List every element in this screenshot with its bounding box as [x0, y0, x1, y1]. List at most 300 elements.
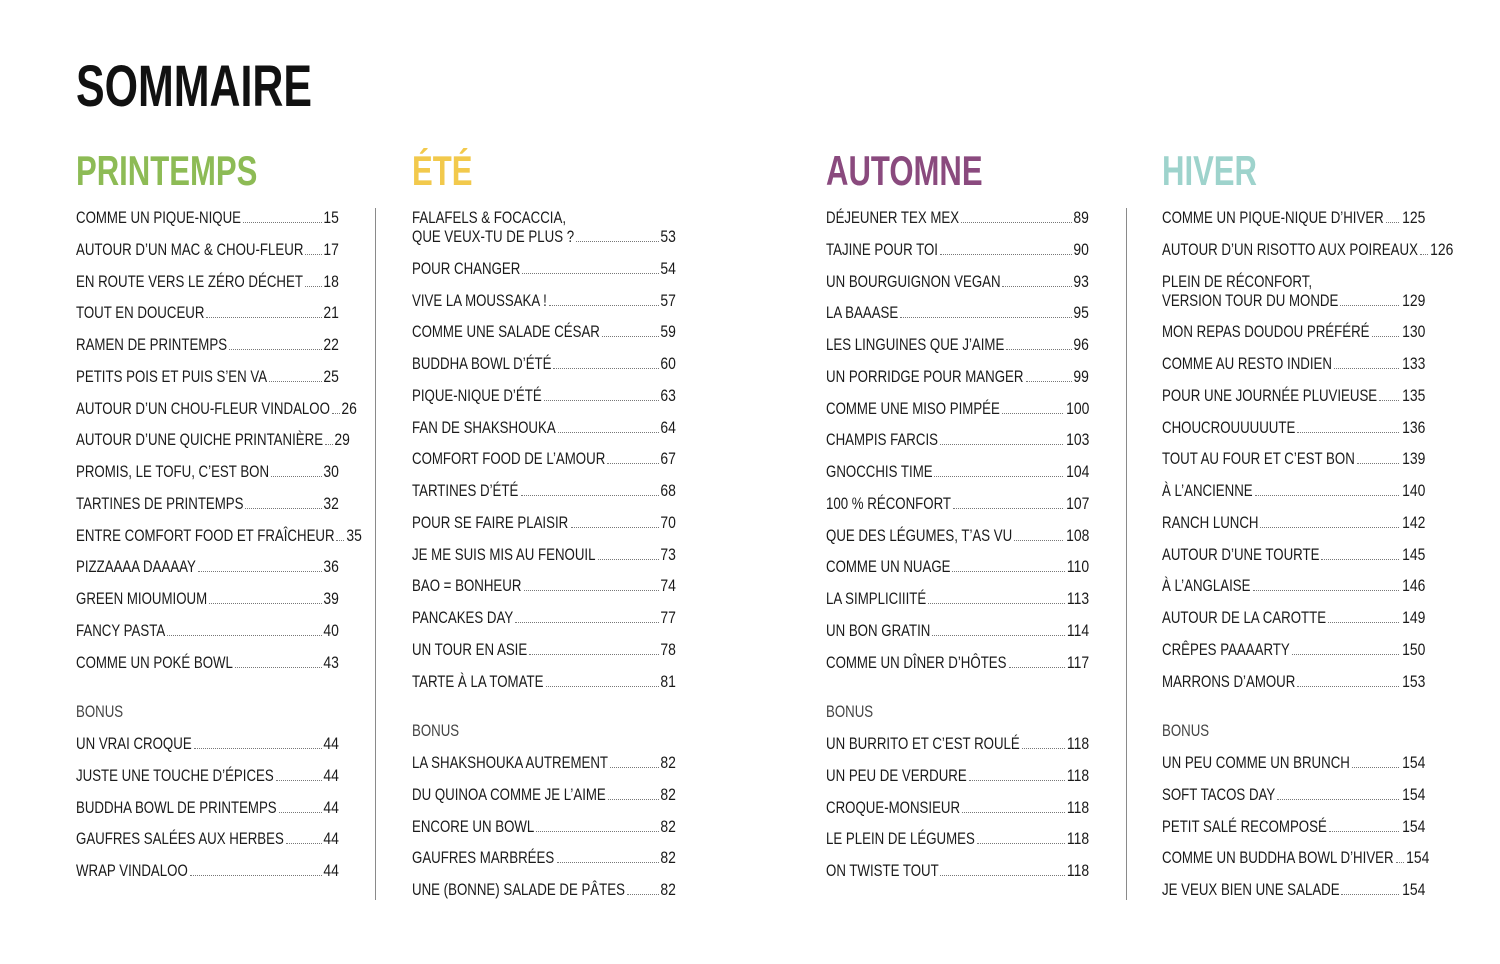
bonus-entry: [1162, 880, 1425, 899]
page-number: 78: [660, 639, 676, 659]
dot-leader: [1002, 286, 1071, 287]
page-number: 99: [1073, 366, 1089, 386]
page-number: 30: [323, 462, 339, 481]
page-number: 93: [1073, 271, 1089, 291]
page-number: 57: [660, 290, 676, 310]
page-number: 135: [1401, 385, 1425, 405]
entry-title: MON REPAS DOUDOU PRÉFÉRÉ: [1162, 322, 1370, 342]
page-number: 142: [1401, 512, 1425, 532]
toc-entry: [826, 621, 1089, 640]
entry-title: JE ME SUIS MIS AU FENOUIL: [412, 544, 596, 564]
entry-title: UN BURRITO ET C’EST ROULÉ: [826, 734, 1020, 753]
page-number: 67: [660, 449, 676, 469]
bonus-entry: [1162, 848, 1430, 868]
page-number: 22: [323, 335, 339, 354]
page-number: 44: [323, 829, 339, 849]
dot-leader: [571, 527, 659, 528]
bonus-entry: [76, 766, 339, 785]
toc-entry: [412, 481, 676, 500]
dot-leader: [1297, 432, 1399, 433]
column-divider: [1126, 208, 1127, 900]
dot-leader: [1379, 400, 1399, 401]
entry-title: PANCAKES DAY: [412, 608, 514, 627]
page-number: 36: [323, 557, 339, 577]
toc-entry: [826, 557, 1089, 576]
toc-entry: [412, 608, 676, 627]
toc-entry: [826, 462, 1089, 481]
dot-leader: [1341, 894, 1399, 895]
toc-entry: [826, 240, 1089, 259]
toc-entry: [412, 672, 676, 691]
dot-leader: [1329, 831, 1399, 832]
bonus-entry: [1162, 753, 1425, 772]
bonus-entry: [826, 861, 1089, 880]
dot-leader: [1334, 368, 1399, 369]
bonus-entry: [76, 829, 339, 848]
page-number: 125: [1401, 208, 1425, 227]
toc-entry: [412, 545, 676, 564]
entry-title: [1162, 272, 1338, 310]
dot-leader: [544, 400, 659, 401]
entry-title: TARTE À LA TOMATE: [412, 671, 544, 691]
dot-leader: [336, 540, 344, 541]
page-number: 44: [323, 861, 339, 880]
toc-entry: [826, 208, 1089, 227]
toc-entry: [1162, 449, 1425, 468]
toc-entry: [76, 335, 339, 354]
dot-leader: [549, 305, 659, 306]
toc-entry: [76, 272, 339, 291]
toc-entry: [412, 354, 676, 373]
page-number: 54: [660, 258, 676, 278]
dot-leader: [977, 843, 1065, 844]
page-number: 154: [1401, 784, 1425, 804]
bonus-entry: [412, 848, 676, 867]
dot-leader: [952, 571, 1065, 572]
entry-title: RANCH LUNCH: [1162, 512, 1259, 532]
entry-title: VIVE LA MOUSSAKA !: [412, 290, 547, 310]
entry-title: COMME UN BUDDHA BOWL D’HIVER: [1162, 848, 1394, 868]
page-number: 35: [346, 525, 362, 545]
bonus-entry: [412, 817, 676, 836]
page-number: 100: [1065, 398, 1089, 418]
toc-entry: [412, 322, 676, 341]
entry-title: GREEN MIOUMIOUM: [76, 589, 208, 608]
page-number: 70: [660, 512, 676, 532]
entry-title-line2: QUE VEUX-TU DE PLUS ?: [412, 227, 575, 246]
dot-leader: [1420, 254, 1428, 255]
page-number: 53: [660, 227, 676, 246]
page-number: 136: [1401, 417, 1425, 437]
page-number: 114: [1066, 620, 1089, 640]
toc-entry: [76, 303, 339, 322]
toc-entry: [412, 208, 676, 246]
entry-title: COMME UN PIQUE-NIQUE: [76, 208, 242, 227]
dot-leader: [198, 571, 322, 572]
toc-entry: [76, 208, 339, 227]
dot-leader: [940, 875, 1064, 876]
toc-entry: [826, 272, 1089, 291]
entry-title: CHOUCROUUUUUTE: [1162, 417, 1296, 437]
toc-entry: [1162, 272, 1425, 310]
toc-entry: [826, 653, 1089, 672]
section-automne: [826, 147, 1089, 880]
toc-entry: [412, 640, 676, 659]
entry-title: BAO = BONHEUR: [412, 576, 522, 596]
page-number: 39: [323, 589, 339, 608]
entry-title: PIZZAAAA DAAAAY: [76, 557, 196, 577]
dot-leader: [557, 862, 659, 863]
page-number: 44: [323, 734, 339, 753]
bonus-entry: [76, 734, 339, 753]
entry-title: PETIT SALÉ RECOMPOSÉ: [1162, 816, 1327, 836]
dot-leader: [608, 799, 658, 800]
entry-title: JE VEUX BIEN UNE SALADE: [1162, 880, 1340, 899]
entry-title: GNOCCHIS TIME: [826, 462, 933, 481]
bonus-entry: [412, 880, 676, 899]
dot-leader: [305, 254, 322, 255]
page-number: 118: [1066, 861, 1089, 880]
page-title: SOMMAIRE: [76, 54, 313, 119]
toc-entry: [412, 291, 676, 310]
entry-title: AUTOUR D’UN MAC & CHOU-FLEUR: [76, 239, 304, 259]
dot-leader: [190, 875, 322, 876]
toc-entry: [1162, 640, 1425, 659]
toc-entry: [826, 589, 1089, 608]
entry-title: QUE DES LÉGUMES, T’AS VU: [826, 525, 1013, 545]
bonus-entry: [76, 798, 339, 817]
page-number: 107: [1065, 493, 1089, 513]
dot-leader: [1297, 686, 1399, 687]
entry-title: ENTRE COMFORT FOOD ET FRAÎCHEUR: [76, 525, 335, 545]
page-number: 82: [660, 880, 676, 899]
dot-leader: [209, 603, 321, 604]
entry-title: BUDDHA BOWL DE PRINTEMPS: [76, 797, 277, 817]
bonus-entry: [412, 753, 676, 772]
toc-entry: [76, 653, 339, 672]
page-number: 118: [1066, 765, 1089, 785]
entry-title: COMME UN POKÉ BOWL: [76, 652, 233, 672]
entry-title: UN PEU DE VERDURE: [826, 765, 967, 785]
toc-entry: [1162, 239, 1454, 259]
page-number: 40: [323, 620, 339, 640]
entry-title: LES LINGUINES QUE J’AIME: [826, 335, 1005, 354]
entry-title: COMME AU RESTO INDIEN: [1162, 354, 1332, 373]
page-number: 95: [1073, 303, 1089, 323]
entry-title: COMME UNE SALADE CÉSAR: [412, 322, 600, 342]
entry-title: UN BOURGUIGNON VEGAN: [826, 271, 1001, 291]
page-number: 73: [660, 544, 676, 564]
dot-leader: [286, 843, 321, 844]
dot-leader: [245, 508, 321, 509]
entry-title: UN PEU COMME UN BRUNCH: [1162, 753, 1350, 772]
page-number: 63: [660, 385, 676, 405]
entry-title: TOUT AU FOUR ET C’EST BON: [1162, 449, 1355, 469]
dot-leader: [558, 432, 659, 433]
toc-entry: [826, 494, 1089, 513]
section-ete: [412, 147, 676, 899]
dot-leader: [1026, 381, 1072, 382]
toc-entry: [1162, 481, 1425, 500]
entry-title: LA SHAKSHOUKA AUTREMENT: [412, 753, 609, 772]
entry-title: [412, 208, 574, 246]
entry-title: COMME UN NUAGE: [826, 557, 951, 577]
dot-leader: [627, 894, 659, 895]
dot-leader: [229, 349, 322, 350]
entry-title: À L’ANGLAISE: [1162, 576, 1251, 596]
entry-title: DÉJEUNER TEX MEX: [826, 208, 960, 227]
bonus-label: BONUS: [1162, 721, 1210, 741]
dot-leader: [928, 603, 1065, 604]
page-number: 118: [1066, 734, 1089, 753]
page-number: 43: [323, 652, 339, 672]
toc-entry: [76, 240, 339, 259]
bonus-entry: [1162, 817, 1425, 836]
page-number: 25: [323, 366, 339, 386]
entry-title: AUTOUR D’UNE TOURTE: [1162, 544, 1320, 564]
entry-title: 100 % RÉCONFORT: [826, 493, 952, 513]
page-number: 90: [1073, 239, 1089, 259]
page-number: 118: [1066, 829, 1089, 849]
toc-entry: [826, 367, 1089, 386]
dot-leader: [900, 317, 1072, 318]
page-number: 44: [323, 765, 339, 785]
page-number: 108: [1065, 525, 1089, 545]
toc-entry: [412, 513, 676, 532]
dot-leader: [932, 635, 1064, 636]
page-number: 82: [660, 848, 676, 868]
dot-leader: [194, 748, 322, 749]
bonus-entry: [76, 861, 339, 880]
page-number: 82: [660, 816, 676, 836]
dot-leader: [1002, 413, 1064, 414]
toc-entry: [1162, 208, 1425, 227]
dot-leader: [940, 444, 1064, 445]
dot-leader: [1253, 590, 1400, 591]
dot-leader: [269, 381, 321, 382]
page-number: 82: [660, 784, 676, 804]
dot-leader: [524, 590, 659, 591]
bonus-entry: [826, 766, 1089, 785]
section-title-automne: AUTOMNE: [826, 147, 983, 194]
toc-entry: [826, 526, 1089, 545]
page-number: 29: [334, 430, 351, 450]
page-number: 81: [660, 671, 676, 691]
dot-leader: [206, 317, 321, 318]
toc-entry: [76, 525, 362, 545]
page-number: 133: [1401, 354, 1425, 373]
entry-title: TAJINE POUR TOI: [826, 239, 939, 259]
toc-entry: [826, 430, 1089, 449]
page-number: 32: [323, 493, 339, 513]
entry-title: POUR UNE JOURNÉE PLUVIEUSE: [1162, 385, 1378, 405]
dot-leader: [1352, 767, 1400, 768]
bonus-entry: [826, 798, 1089, 817]
dot-leader: [1292, 654, 1400, 655]
dot-leader: [1277, 799, 1399, 800]
dot-leader: [934, 476, 1063, 477]
dot-leader: [332, 413, 340, 414]
toc-entry: [76, 589, 339, 608]
page-number: 146: [1401, 576, 1425, 596]
bonus-entry: [412, 785, 676, 804]
toc-entry: [826, 335, 1089, 354]
dot-leader: [607, 463, 658, 464]
entry-title: POUR CHANGER: [412, 258, 521, 278]
entry-title: AUTOUR D’UN RISOTTO AUX POIREAUX: [1162, 239, 1418, 259]
dot-leader: [969, 780, 1065, 781]
entry-title: UN VRAI CROQUE: [76, 734, 192, 753]
page-number: 96: [1073, 335, 1089, 354]
entry-title: ON TWISTE TOUT: [826, 861, 939, 880]
entry-title: AUTOUR D’UNE QUICHE PRINTANIÈRE: [76, 430, 324, 450]
dot-leader: [243, 222, 322, 223]
dot-leader: [271, 476, 322, 477]
page-number: 59: [660, 322, 676, 342]
entry-title: GAUFRES MARBRÉES: [412, 848, 555, 868]
bonus-label: BONUS: [412, 721, 460, 741]
dot-leader: [529, 654, 659, 655]
page-number: 64: [660, 417, 676, 437]
entry-title-line1: PLEIN DE RÉCONFORT,: [1162, 271, 1313, 291]
toc-entry: [76, 398, 357, 418]
dot-leader: [1386, 222, 1399, 223]
page-number: 154: [1401, 880, 1425, 899]
page-number: 74: [660, 576, 676, 596]
toc-entry: [1162, 322, 1425, 341]
page-number: 103: [1065, 430, 1089, 450]
dot-leader: [1357, 463, 1399, 464]
dot-leader: [167, 635, 321, 636]
toc-entry: [76, 557, 339, 576]
entry-title-line1: FALAFELS & FOCACCIA,: [412, 208, 567, 227]
dot-leader: [279, 812, 322, 813]
entry-title: PIQUE-NIQUE D’ÉTÉ: [412, 385, 542, 405]
page-number: 126: [1430, 239, 1454, 259]
dot-leader: [522, 273, 658, 274]
page-number: 117: [1066, 652, 1089, 672]
toc-entry: [412, 449, 676, 468]
dot-leader: [1260, 527, 1399, 528]
entry-title: TOUT EN DOUCEUR: [76, 303, 205, 323]
entry-title: LA BAAASE: [826, 303, 899, 323]
entry-title: TARTINES D’ÉTÉ: [412, 481, 519, 500]
entry-title: SOFT TACOS DAY: [1162, 784, 1276, 804]
page-number: 26: [341, 398, 357, 418]
entry-title: AUTOUR D’UN CHOU-FLEUR VINDALOO: [76, 398, 330, 418]
page-number: 130: [1401, 322, 1425, 342]
dot-leader: [940, 254, 1072, 255]
dot-leader: [598, 559, 659, 560]
entry-title: UN BON GRATIN: [826, 620, 931, 640]
column-divider: [375, 208, 376, 900]
entry-title: UNE (BONNE) SALADE DE PÂTES: [412, 880, 625, 899]
entry-title: RAMEN DE PRINTEMPS: [76, 335, 228, 354]
page-number: 44: [323, 797, 339, 817]
dot-leader: [325, 444, 333, 445]
page-number: 15: [323, 208, 339, 227]
dot-leader: [521, 495, 659, 496]
page-number: 82: [660, 753, 676, 772]
page-number: 139: [1401, 449, 1425, 469]
page-number: 140: [1401, 481, 1425, 500]
page-number: 154: [1401, 753, 1425, 772]
dot-leader: [961, 222, 1072, 223]
page-number: 113: [1066, 589, 1089, 608]
section-hiver: [1162, 147, 1454, 899]
entry-title: ENCORE UN BOWL: [412, 816, 535, 836]
entry-title: CRÊPES PAAAARTY: [1162, 639, 1290, 659]
toc-entry: [1162, 672, 1425, 691]
toc-entry: [1162, 545, 1425, 564]
dot-leader: [610, 767, 658, 768]
entry-title: BUDDHA BOWL D’ÉTÉ: [412, 354, 552, 373]
entry-title: CHAMPIS FARCIS: [826, 430, 939, 450]
entry-title: EN ROUTE VERS LE ZÉRO DÉCHET: [76, 271, 303, 291]
entry-title: UN TOUR EN ASIE: [412, 639, 528, 659]
entry-title: MARRONS D’AMOUR: [1162, 671, 1296, 691]
toc-entry: [826, 303, 1089, 322]
dot-leader: [1014, 540, 1063, 541]
dot-leader: [553, 368, 658, 369]
dot-leader: [235, 667, 321, 668]
page-number: 77: [660, 608, 676, 627]
toc-entry: [826, 399, 1089, 418]
toc-entry: [1162, 418, 1425, 437]
page-number: 150: [1401, 639, 1425, 659]
dot-leader: [962, 812, 1065, 813]
toc-entry: [1162, 513, 1425, 532]
dot-leader: [602, 336, 659, 337]
toc-entry: [1162, 354, 1425, 373]
entry-title: LA SIMPLICIIITÉ: [826, 589, 927, 608]
dot-leader: [1340, 305, 1399, 306]
entry-title: FANCY PASTA: [76, 620, 166, 640]
dot-leader: [536, 831, 658, 832]
entry-title: À L’ANCIENNE: [1162, 481, 1253, 500]
entry-title: COMME UN DÎNER D’HÔTES: [826, 652, 1007, 672]
page-number: 68: [660, 481, 676, 500]
page-number: 145: [1401, 544, 1425, 564]
entry-title: POUR SE FAIRE PLAISIR: [412, 512, 569, 532]
entry-title-line2: VERSION TOUR DU MONDE: [1162, 290, 1339, 310]
dot-leader: [1321, 559, 1399, 560]
entry-title: UN PORRIDGE POUR MANGER: [826, 366, 1024, 386]
page-number: 18: [323, 271, 339, 291]
entry-title: COMME UN PIQUE-NIQUE D’HIVER: [1162, 208, 1384, 227]
entry-title: FAN DE SHAKSHOUKA: [412, 417, 556, 437]
page-number: 129: [1401, 290, 1425, 310]
dot-leader: [515, 622, 659, 623]
toc-entry: [76, 462, 339, 481]
toc-entry: [76, 367, 339, 386]
entry-title: PROMIS, LE TOFU, C’EST BON: [76, 462, 270, 481]
toc-entry: [1162, 576, 1425, 595]
section-title-printemps: PRINTEMPS: [76, 147, 258, 194]
entry-title: TARTINES DE PRINTEMPS: [76, 493, 244, 513]
bonus-entry: [826, 829, 1089, 848]
entry-title: COMME UNE MISO PIMPÉE: [826, 398, 1000, 418]
page-number: 17: [323, 239, 339, 259]
toc-entry: [76, 494, 339, 513]
page-number: 154: [1405, 848, 1430, 868]
page-number: 149: [1401, 608, 1425, 627]
entry-title: PETITS POIS ET PUIS S’EN VA: [76, 366, 268, 386]
entry-title: COMFORT FOOD DE L’AMOUR: [412, 449, 606, 469]
dot-leader: [1006, 349, 1072, 350]
dot-leader: [1396, 862, 1404, 863]
section-title-ete: ÉTÉ: [412, 147, 473, 194]
